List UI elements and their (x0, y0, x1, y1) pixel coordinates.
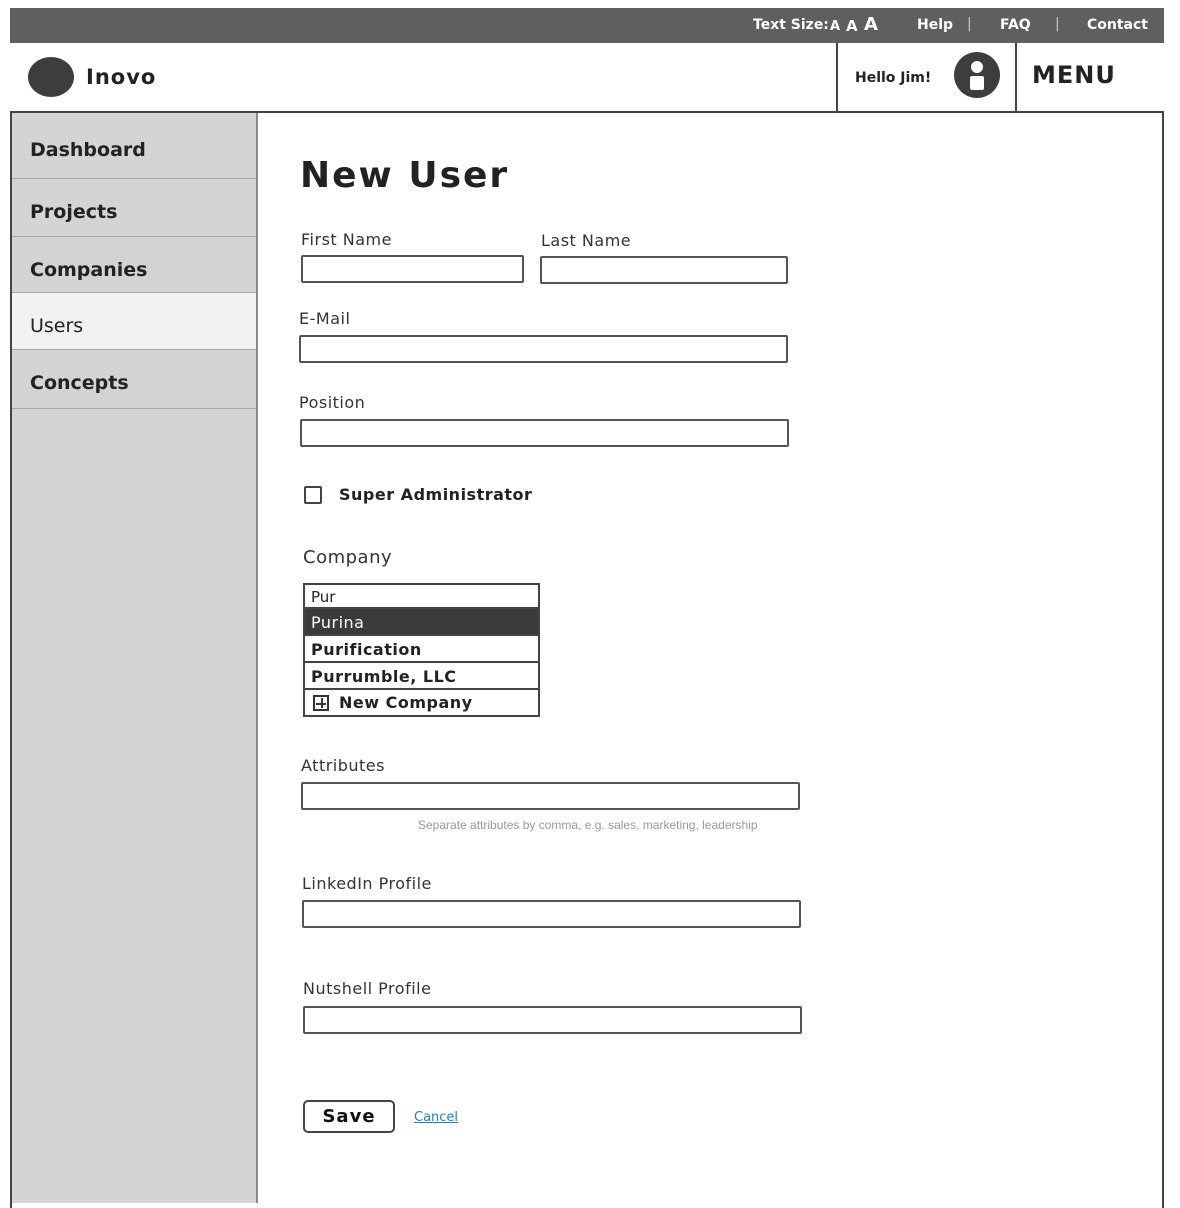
sidebar-item-companies[interactable]: Companies (12, 237, 256, 293)
contact-link[interactable]: Contact (1087, 17, 1148, 33)
attributes-hint: Separate attributes by comma, e.g. sales, marketing, leadership (418, 818, 758, 832)
email-label: E-Mail (299, 309, 351, 328)
company-option-purrumble[interactable]: Purrumble, LLC (303, 663, 540, 690)
text-size-small[interactable]: A (830, 19, 841, 34)
linkedin-input[interactable] (302, 900, 801, 928)
last-name-input[interactable] (540, 256, 788, 284)
sidebar-item-concepts[interactable]: Concepts (12, 350, 256, 409)
separator: | (1055, 16, 1060, 32)
divider (1015, 43, 1017, 113)
super-admin-label: Super Administrator (339, 485, 533, 504)
logo-icon (28, 57, 74, 97)
company-label: Company (303, 547, 393, 568)
sidebar-item-users[interactable]: Users (12, 293, 256, 350)
menu-button[interactable]: MENU (1032, 61, 1116, 89)
text-size-medium[interactable]: A (846, 17, 858, 35)
brand-name[interactable]: Inovo (86, 65, 157, 89)
super-admin-checkbox[interactable] (304, 486, 322, 504)
text-size-large[interactable]: A (864, 14, 878, 35)
text-size-label: Text Size: (753, 17, 829, 33)
nutshell-input[interactable] (303, 1006, 802, 1034)
user-greeting: Hello Jim! (855, 70, 932, 86)
page-title: New User (300, 155, 510, 196)
last-name-label: Last Name (541, 231, 632, 250)
attributes-label: Attributes (301, 756, 385, 775)
nutshell-label: Nutshell Profile (303, 979, 432, 998)
company-combobox (303, 583, 540, 717)
company-search-input[interactable]: Pur (303, 583, 540, 609)
position-input[interactable] (300, 419, 789, 447)
email-input[interactable] (299, 335, 788, 363)
position-label: Position (299, 393, 366, 412)
sidebar-item-dashboard[interactable]: Dashboard (12, 113, 256, 179)
faq-link[interactable]: FAQ (1000, 17, 1031, 33)
linkedin-label: LinkedIn Profile (302, 874, 432, 893)
sidebar-item-projects[interactable]: Projects (12, 179, 256, 237)
utility-bar (10, 8, 1164, 43)
attributes-input[interactable] (301, 782, 800, 810)
save-button[interactable]: Save (303, 1100, 395, 1133)
sidebar (12, 113, 258, 1203)
user-avatar-icon[interactable] (954, 52, 1000, 98)
help-link[interactable]: Help (917, 17, 954, 33)
app-header (10, 43, 1164, 113)
cancel-link[interactable]: Cancel (414, 1110, 459, 1125)
new-company-label: New Company (339, 693, 473, 712)
divider (836, 43, 838, 113)
first-name-label: First Name (301, 230, 392, 249)
plus-icon (313, 695, 329, 711)
first-name-input[interactable] (301, 255, 524, 283)
company-option-purification[interactable]: Purification (303, 636, 540, 663)
new-company-option[interactable] (303, 690, 540, 717)
company-option-purina[interactable]: Purina (303, 609, 540, 636)
separator: | (967, 16, 972, 32)
